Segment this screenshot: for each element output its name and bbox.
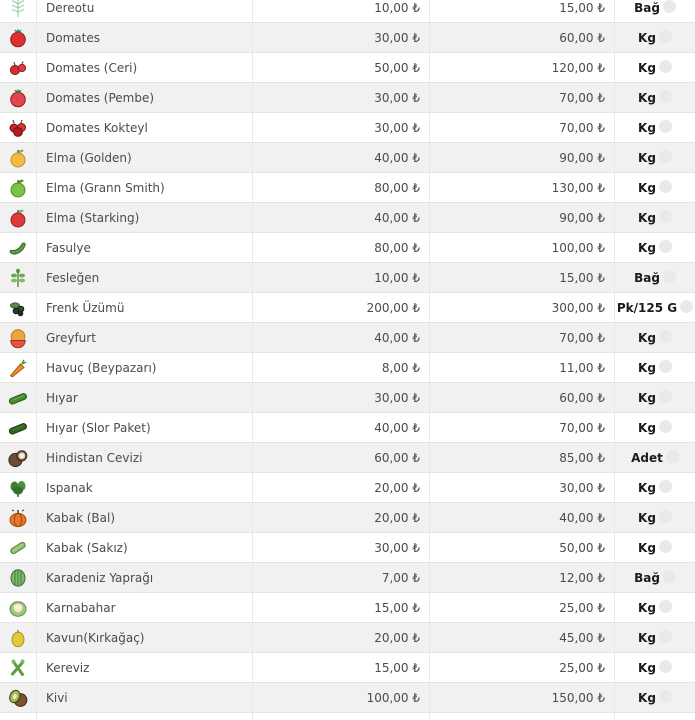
product-name-cell bbox=[37, 173, 253, 202]
max-price: 30,00 ₺ bbox=[559, 480, 605, 495]
min-price-cell bbox=[253, 503, 430, 532]
product-name: Domates (Pembe) bbox=[46, 90, 155, 105]
table-row bbox=[0, 23, 695, 53]
product-name: Greyfurt bbox=[46, 330, 96, 345]
unit-dot-icon bbox=[659, 30, 672, 43]
product-name: Ispanak bbox=[46, 480, 93, 495]
unit-badge: Adet bbox=[631, 450, 663, 465]
max-price-cell bbox=[430, 503, 615, 532]
unit-dot-icon bbox=[659, 90, 672, 103]
min-price-cell bbox=[253, 293, 430, 322]
max-price-cell bbox=[430, 263, 615, 292]
product-icon-cell bbox=[0, 413, 37, 442]
min-price-cell bbox=[253, 473, 430, 502]
product-name: Fesleğen bbox=[46, 270, 100, 285]
table-row bbox=[0, 473, 695, 503]
unit-dot-icon bbox=[680, 300, 693, 313]
table-row bbox=[0, 443, 695, 473]
min-price: 30,00 ₺ bbox=[374, 30, 420, 45]
min-price-cell bbox=[253, 113, 430, 142]
max-price: 90,00 ₺ bbox=[559, 210, 605, 225]
table-row bbox=[0, 143, 695, 173]
max-price: 300,00 ₺ bbox=[551, 300, 605, 315]
unit-badge: Kg bbox=[638, 330, 656, 345]
unit-badge-cell bbox=[615, 0, 695, 22]
max-price: 15,00 ₺ bbox=[559, 0, 605, 15]
table-row bbox=[0, 293, 695, 323]
dark-cucumber-icon bbox=[7, 417, 29, 439]
product-icon-cell bbox=[0, 203, 37, 232]
zucchini-icon bbox=[7, 537, 29, 559]
unit-badge: Kg bbox=[638, 420, 656, 435]
table-row bbox=[0, 623, 695, 653]
product-name-cell bbox=[37, 503, 253, 532]
product-name-cell bbox=[37, 23, 253, 52]
unit-badge: Kg bbox=[638, 150, 656, 165]
product-icon-cell bbox=[0, 563, 37, 592]
unit-dot-icon bbox=[659, 690, 672, 703]
product-name-cell bbox=[37, 593, 253, 622]
table-row bbox=[0, 353, 695, 383]
unit-badge-cell bbox=[615, 623, 695, 652]
min-price: 10,00 ₺ bbox=[374, 270, 420, 285]
unit-badge-cell bbox=[615, 83, 695, 112]
max-price-cell bbox=[430, 233, 615, 262]
golden-apple-icon bbox=[7, 147, 29, 169]
max-price: 15,00 ₺ bbox=[559, 270, 605, 285]
unit-badge: Bağ bbox=[634, 270, 660, 285]
min-price-cell bbox=[253, 413, 430, 442]
max-price: 90,00 ₺ bbox=[559, 150, 605, 165]
product-name: Hindistan Cevizi bbox=[46, 450, 143, 465]
product-icon-cell bbox=[0, 443, 37, 472]
max-price-cell bbox=[430, 533, 615, 562]
unit-badge-cell bbox=[615, 233, 695, 262]
pumpkin-icon bbox=[7, 507, 29, 529]
min-price: 60,00 ₺ bbox=[374, 450, 420, 465]
unit-badge: Bağ bbox=[634, 570, 660, 585]
min-price-cell bbox=[253, 443, 430, 472]
product-icon-cell bbox=[0, 263, 37, 292]
max-price-cell bbox=[430, 203, 615, 232]
max-price: 70,00 ₺ bbox=[559, 330, 605, 345]
min-price-cell bbox=[253, 173, 430, 202]
min-price: 50,00 ₺ bbox=[374, 60, 420, 75]
unit-badge: Kg bbox=[638, 600, 656, 615]
min-price: 40,00 ₺ bbox=[374, 420, 420, 435]
unit-dot-icon bbox=[659, 600, 672, 613]
product-name-cell bbox=[37, 713, 253, 720]
unit-dot-icon bbox=[659, 60, 672, 73]
product-name-cell bbox=[37, 53, 253, 82]
collard-leaf-icon bbox=[7, 567, 29, 589]
unit-badge: Kg bbox=[638, 690, 656, 705]
table-row bbox=[0, 563, 695, 593]
unit-dot-icon bbox=[659, 660, 672, 673]
product-name: Hıyar bbox=[46, 390, 78, 405]
unit-dot-icon bbox=[659, 390, 672, 403]
product-name: Hıyar (Slor Paket) bbox=[46, 420, 151, 435]
min-price-cell bbox=[253, 263, 430, 292]
table-row bbox=[0, 173, 695, 203]
min-price: 8,00 ₺ bbox=[381, 360, 420, 375]
product-name-cell bbox=[37, 563, 253, 592]
product-name-cell bbox=[37, 113, 253, 142]
max-price: 130,00 ₺ bbox=[551, 180, 605, 195]
min-price-cell bbox=[253, 683, 430, 712]
unit-dot-icon bbox=[659, 420, 672, 433]
max-price-cell bbox=[430, 563, 615, 592]
red-apple-icon bbox=[7, 207, 29, 229]
max-price: 70,00 ₺ bbox=[559, 120, 605, 135]
max-price: 150,00 ₺ bbox=[551, 690, 605, 705]
unit-badge: Kg bbox=[638, 390, 656, 405]
product-icon-cell bbox=[0, 113, 37, 142]
product-icon-cell bbox=[0, 713, 37, 720]
max-price-cell bbox=[430, 173, 615, 202]
product-name: Domates bbox=[46, 30, 100, 45]
product-name-cell bbox=[37, 0, 253, 22]
unit-badge-cell bbox=[615, 713, 695, 720]
unit-dot-icon bbox=[659, 510, 672, 523]
unit-badge: Kg bbox=[638, 60, 656, 75]
min-price: 15,00 ₺ bbox=[374, 600, 420, 615]
max-price-cell bbox=[430, 443, 615, 472]
product-icon-cell bbox=[0, 53, 37, 82]
min-price-cell bbox=[253, 353, 430, 382]
unit-badge: Bağ bbox=[634, 0, 660, 15]
table-row-partial bbox=[0, 713, 695, 720]
max-price-cell bbox=[430, 593, 615, 622]
product-name-cell bbox=[37, 413, 253, 442]
unit-badge: Kg bbox=[638, 120, 656, 135]
product-name: Elma (Golden) bbox=[46, 150, 132, 165]
max-price: 100,00 ₺ bbox=[551, 240, 605, 255]
unit-badge-cell bbox=[615, 593, 695, 622]
grapefruit-icon bbox=[7, 327, 29, 349]
max-price: 25,00 ₺ bbox=[559, 660, 605, 675]
product-name-cell bbox=[37, 143, 253, 172]
carrot-icon bbox=[7, 357, 29, 379]
min-price: 20,00 ₺ bbox=[374, 630, 420, 645]
unit-dot-icon bbox=[663, 570, 676, 583]
unit-badge: Kg bbox=[638, 660, 656, 675]
min-price: 80,00 ₺ bbox=[374, 240, 420, 255]
product-name-cell bbox=[37, 83, 253, 112]
kiwi-icon bbox=[7, 687, 29, 709]
min-price-cell bbox=[253, 623, 430, 652]
unit-badge-cell bbox=[615, 353, 695, 382]
product-name: Kabak (Bal) bbox=[46, 510, 116, 525]
unit-badge-cell bbox=[615, 443, 695, 472]
dill-icon bbox=[7, 0, 29, 19]
product-icon-cell bbox=[0, 683, 37, 712]
unit-badge: Kg bbox=[638, 180, 656, 195]
coconut-icon bbox=[7, 447, 29, 469]
product-name: Havuç (Beypazarı) bbox=[46, 360, 157, 375]
product-icon-cell bbox=[0, 143, 37, 172]
min-price: 20,00 ₺ bbox=[374, 480, 420, 495]
min-price-cell bbox=[253, 53, 430, 82]
max-price-cell bbox=[430, 713, 615, 720]
product-icon-cell bbox=[0, 383, 37, 412]
unit-badge-cell bbox=[615, 653, 695, 682]
max-price: 70,00 ₺ bbox=[559, 420, 605, 435]
product-name-cell bbox=[37, 473, 253, 502]
min-price: 10,00 ₺ bbox=[374, 0, 420, 15]
unit-dot-icon bbox=[663, 270, 676, 283]
max-price: 25,00 ₺ bbox=[559, 600, 605, 615]
cauliflower-icon bbox=[7, 597, 29, 619]
unit-badge: Kg bbox=[638, 480, 656, 495]
min-price-cell bbox=[253, 203, 430, 232]
product-name: Kereviz bbox=[46, 660, 90, 675]
table-row bbox=[0, 653, 695, 683]
unit-badge-cell bbox=[615, 53, 695, 82]
unit-badge: Kg bbox=[638, 630, 656, 645]
max-price: 60,00 ₺ bbox=[559, 30, 605, 45]
max-price: 60,00 ₺ bbox=[559, 390, 605, 405]
max-price-cell bbox=[430, 413, 615, 442]
product-name: Frenk Üzümü bbox=[46, 300, 125, 315]
table-row bbox=[0, 233, 695, 263]
min-price-cell bbox=[253, 533, 430, 562]
unit-badge: Kg bbox=[638, 540, 656, 555]
table-row bbox=[0, 0, 695, 23]
table-row bbox=[0, 113, 695, 143]
max-price-cell bbox=[430, 353, 615, 382]
product-icon-cell bbox=[0, 503, 37, 532]
product-icon-cell bbox=[0, 173, 37, 202]
table-row bbox=[0, 533, 695, 563]
max-price-cell bbox=[430, 143, 615, 172]
max-price: 45,00 ₺ bbox=[559, 630, 605, 645]
max-price-cell bbox=[430, 23, 615, 52]
min-price: 30,00 ₺ bbox=[374, 90, 420, 105]
unit-badge: Kg bbox=[638, 210, 656, 225]
product-icon-cell bbox=[0, 23, 37, 52]
unit-badge: Kg bbox=[638, 360, 656, 375]
product-name: Kavun(Kırkağaç) bbox=[46, 630, 145, 645]
max-price-cell bbox=[430, 0, 615, 22]
max-price: 120,00 ₺ bbox=[551, 60, 605, 75]
min-price-cell bbox=[253, 323, 430, 352]
min-price-cell bbox=[253, 233, 430, 262]
max-price-cell bbox=[430, 83, 615, 112]
product-icon-cell bbox=[0, 623, 37, 652]
min-price-cell bbox=[253, 23, 430, 52]
product-name-cell bbox=[37, 653, 253, 682]
table-row bbox=[0, 83, 695, 113]
min-price: 30,00 ₺ bbox=[374, 120, 420, 135]
blackcurrant-icon bbox=[7, 297, 29, 319]
unit-badge-cell bbox=[615, 563, 695, 592]
min-price: 40,00 ₺ bbox=[374, 150, 420, 165]
product-name: Kivi bbox=[46, 690, 68, 705]
min-price-cell bbox=[253, 83, 430, 112]
product-name: Fasulye bbox=[46, 240, 91, 255]
min-price: 200,00 ₺ bbox=[366, 300, 420, 315]
product-name: Kabak (Sakız) bbox=[46, 540, 128, 555]
product-name-cell bbox=[37, 323, 253, 352]
table-row bbox=[0, 203, 695, 233]
unit-badge: Kg bbox=[638, 30, 656, 45]
product-icon-cell bbox=[0, 593, 37, 622]
unit-badge-cell bbox=[615, 263, 695, 292]
spinach-icon bbox=[7, 477, 29, 499]
unit-dot-icon bbox=[666, 450, 679, 463]
unit-dot-icon bbox=[659, 540, 672, 553]
min-price-cell bbox=[253, 713, 430, 720]
min-price: 80,00 ₺ bbox=[374, 180, 420, 195]
max-price: 70,00 ₺ bbox=[559, 90, 605, 105]
product-name-cell bbox=[37, 293, 253, 322]
max-price-cell bbox=[430, 323, 615, 352]
min-price-cell bbox=[253, 0, 430, 22]
unit-dot-icon bbox=[659, 120, 672, 133]
table-row bbox=[0, 683, 695, 713]
max-price-cell bbox=[430, 383, 615, 412]
unit-badge: Kg bbox=[638, 510, 656, 525]
product-name-cell bbox=[37, 263, 253, 292]
min-price: 40,00 ₺ bbox=[374, 210, 420, 225]
unit-badge-cell bbox=[615, 383, 695, 412]
min-price-cell bbox=[253, 143, 430, 172]
product-name: Elma (Grann Smith) bbox=[46, 180, 165, 195]
unit-badge: Pk/125 G bbox=[616, 300, 678, 315]
product-icon-cell bbox=[0, 473, 37, 502]
melon-icon bbox=[7, 627, 29, 649]
min-price: 100,00 ₺ bbox=[366, 690, 420, 705]
cucumber-icon bbox=[7, 387, 29, 409]
table-row bbox=[0, 413, 695, 443]
product-icon-cell bbox=[0, 0, 37, 22]
min-price: 20,00 ₺ bbox=[374, 510, 420, 525]
unit-badge-cell bbox=[615, 173, 695, 202]
max-price-cell bbox=[430, 473, 615, 502]
unit-dot-icon bbox=[659, 180, 672, 193]
pink-tomato-icon bbox=[7, 87, 29, 109]
table-row bbox=[0, 383, 695, 413]
product-name-cell bbox=[37, 383, 253, 412]
min-price: 15,00 ₺ bbox=[374, 660, 420, 675]
product-name-cell bbox=[37, 203, 253, 232]
unit-badge-cell bbox=[615, 413, 695, 442]
product-icon-cell bbox=[0, 653, 37, 682]
unit-badge-cell bbox=[615, 113, 695, 142]
table-row bbox=[0, 593, 695, 623]
unit-dot-icon bbox=[659, 480, 672, 493]
unit-dot-icon bbox=[659, 360, 672, 373]
product-icon-cell bbox=[0, 83, 37, 112]
unit-badge-cell bbox=[615, 143, 695, 172]
unit-dot-icon bbox=[659, 240, 672, 253]
product-name: Karnabahar bbox=[46, 600, 116, 615]
min-price: 40,00 ₺ bbox=[374, 330, 420, 345]
unit-badge-cell bbox=[615, 323, 695, 352]
cocktail-tomato-icon bbox=[7, 117, 29, 139]
unit-badge-cell bbox=[615, 683, 695, 712]
unit-badge-cell bbox=[615, 203, 695, 232]
min-price: 7,00 ₺ bbox=[381, 570, 420, 585]
max-price: 40,00 ₺ bbox=[559, 510, 605, 525]
product-name: Elma (Starking) bbox=[46, 210, 140, 225]
tomato-icon bbox=[7, 27, 29, 49]
product-name: Karadeniz Yaprağı bbox=[46, 570, 154, 585]
unit-dot-icon bbox=[659, 330, 672, 343]
unit-dot-icon bbox=[659, 210, 672, 223]
unit-badge-cell bbox=[615, 23, 695, 52]
table-row bbox=[0, 503, 695, 533]
product-name-cell bbox=[37, 233, 253, 262]
max-price-cell bbox=[430, 623, 615, 652]
product-icon-cell bbox=[0, 323, 37, 352]
product-icon-cell bbox=[0, 353, 37, 382]
unit-dot-icon bbox=[659, 150, 672, 163]
max-price-cell bbox=[430, 683, 615, 712]
max-price: 11,00 ₺ bbox=[559, 360, 605, 375]
min-price: 30,00 ₺ bbox=[374, 390, 420, 405]
min-price-cell bbox=[253, 563, 430, 592]
unit-badge-cell bbox=[615, 503, 695, 532]
table-row bbox=[0, 263, 695, 293]
product-name-cell bbox=[37, 353, 253, 382]
unit-dot-icon bbox=[663, 0, 676, 13]
unit-badge-cell bbox=[615, 533, 695, 562]
product-name-cell bbox=[37, 443, 253, 472]
product-icon-cell bbox=[0, 293, 37, 322]
max-price: 50,00 ₺ bbox=[559, 540, 605, 555]
product-name: Dereotu bbox=[46, 0, 95, 15]
min-price: 30,00 ₺ bbox=[374, 540, 420, 555]
green-bean-icon bbox=[7, 237, 29, 259]
product-name-cell bbox=[37, 533, 253, 562]
min-price-cell bbox=[253, 593, 430, 622]
product-icon-cell bbox=[0, 533, 37, 562]
table-row bbox=[0, 53, 695, 83]
unit-badge: Kg bbox=[638, 90, 656, 105]
unit-badge: Kg bbox=[638, 240, 656, 255]
max-price: 85,00 ₺ bbox=[559, 450, 605, 465]
unit-badge-cell bbox=[615, 293, 695, 322]
max-price-cell bbox=[430, 653, 615, 682]
max-price-cell bbox=[430, 113, 615, 142]
basil-icon bbox=[7, 267, 29, 289]
cherry-tomato-icon bbox=[7, 57, 29, 79]
green-apple-icon bbox=[7, 177, 29, 199]
table-row bbox=[0, 323, 695, 353]
product-name-cell bbox=[37, 623, 253, 652]
min-price-cell bbox=[253, 653, 430, 682]
unit-dot-icon bbox=[659, 630, 672, 643]
max-price-cell bbox=[430, 293, 615, 322]
product-name-cell bbox=[37, 683, 253, 712]
product-icon-cell bbox=[0, 233, 37, 262]
unit-badge-cell bbox=[615, 473, 695, 502]
min-price-cell bbox=[253, 383, 430, 412]
product-name: Domates Kokteyl bbox=[46, 120, 148, 135]
celery-icon bbox=[7, 657, 29, 679]
product-name: Domates (Ceri) bbox=[46, 60, 138, 75]
max-price: 12,00 ₺ bbox=[559, 570, 605, 585]
max-price-cell bbox=[430, 53, 615, 82]
